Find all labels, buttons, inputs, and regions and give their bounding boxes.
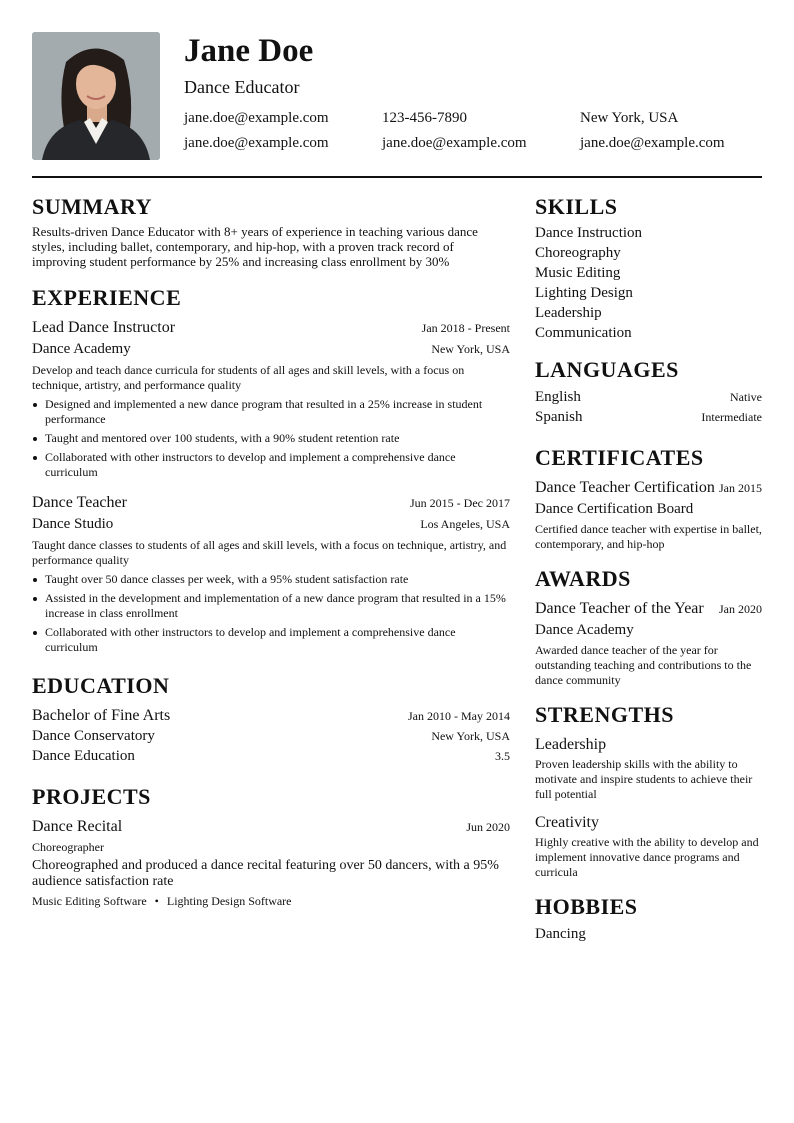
- skill-item: Choreography: [535, 245, 621, 261]
- strength-name: Leadership: [535, 736, 607, 753]
- list-item: Taught over 50 dance classes per week, with a 95% student satisfaction rate: [32, 572, 510, 587]
- project-description: Choreographed and produced a dance recital featuring over 50 dancers, with a 95% audience satisfaction rate: [32, 858, 499, 889]
- hobbies-section: [535, 894, 762, 944]
- contact-email[interactable]: jane.doe@example.com: [580, 135, 725, 151]
- school-name: Dance Conservatory: [32, 728, 155, 744]
- candidate-title: Dance Educator: [184, 77, 300, 97]
- portrait-icon: [32, 32, 160, 160]
- section-heading: EDUCATION: [32, 673, 170, 698]
- separator-dot: •: [154, 894, 159, 908]
- awards-section: [535, 566, 762, 688]
- tool-tag: Music Editing Software: [32, 894, 147, 908]
- award-date: Jan 2020: [719, 602, 762, 616]
- summary-text: Results-driven Dance Educator with 8+ years of experience in teaching various dance styles, including ballet, contemporary, and hip-hop, with a proven track record of improving student performance by 25% and increasing class enrollment by 30%: [32, 224, 478, 269]
- profile-photo: [32, 32, 160, 160]
- contact-email[interactable]: jane.doe@example.com: [184, 135, 329, 151]
- job-dates: Jun 2015 - Dec 2017: [410, 496, 510, 510]
- projects-section: [32, 784, 510, 909]
- job-company: Dance Academy: [32, 341, 131, 357]
- project-date: Jun 2020: [466, 820, 510, 834]
- education-dates: Jan 2010 - May 2014: [408, 709, 510, 723]
- resume-header: [32, 32, 762, 160]
- award-issuer: Dance Academy: [535, 622, 634, 638]
- skills-section: [535, 194, 762, 343]
- section-heading: SKILLS: [535, 194, 618, 219]
- contact-phone[interactable]: 123-456-7890: [382, 110, 467, 126]
- experience-entry: [32, 317, 510, 480]
- list-item: Collaborated with other instructors to develop and implement a comprehensive dance curriculum: [32, 625, 510, 655]
- experience-section: [32, 285, 510, 655]
- strength-description: Proven leadership skills with the ability to motivate and inspire students to achieve their full potential: [535, 757, 753, 801]
- language-level: Intermediate: [701, 410, 762, 424]
- language-level: Native: [730, 390, 762, 404]
- strength-name: Creativity: [535, 814, 599, 831]
- hobby-item: Dancing: [535, 926, 586, 942]
- candidate-name: Jane Doe: [184, 33, 314, 69]
- job-dates: Jan 2018 - Present: [421, 321, 510, 335]
- skill-item: Dance Instruction: [535, 225, 643, 241]
- job-description: Taught dance classes to students of all ages and skill levels, with a focus on technique, artistry, and performance quality: [32, 538, 507, 567]
- job-description: Develop and teach dance curricula for students of all ages and skill levels, with a focus on technique, artistry, and performance quality: [32, 363, 465, 392]
- job-role: Lead Dance Instructor: [32, 319, 176, 336]
- language-name: Spanish: [535, 409, 583, 425]
- certificate-issuer: Dance Certification Board: [535, 501, 694, 517]
- header-info: [184, 32, 762, 160]
- contact-grid: [184, 108, 762, 153]
- project-tools: [32, 894, 510, 909]
- contact-email[interactable]: jane.doe@example.com: [382, 135, 527, 151]
- right-column: [535, 194, 762, 960]
- skill-item: Communication: [535, 325, 632, 341]
- list-item: Designed and implemented a new dance program that resulted in a 25% increase in student performance: [32, 397, 510, 427]
- section-heading: PROJECTS: [32, 784, 151, 809]
- job-location: New York, USA: [431, 342, 510, 356]
- experience-entry: [32, 492, 510, 655]
- list-item: Taught and mentored over 100 students, with a 90% student retention rate: [32, 431, 510, 446]
- degree-name: Bachelor of Fine Arts: [32, 707, 171, 724]
- job-role: Dance Teacher: [32, 494, 127, 511]
- certificates-section: [535, 445, 762, 552]
- section-heading: EXPERIENCE: [32, 285, 182, 310]
- header-divider: [32, 176, 762, 178]
- project-role: Choreographer: [32, 840, 104, 854]
- section-heading: CERTIFICATES: [535, 445, 704, 470]
- tool-tag: Lighting Design Software: [166, 894, 292, 908]
- section-heading: SUMMARY: [32, 194, 153, 219]
- gpa-value: 3.5: [495, 749, 510, 763]
- award-name: Dance Teacher of the Year: [535, 600, 704, 617]
- contact-email[interactable]: jane.doe@example.com: [184, 110, 329, 126]
- left-column: [32, 194, 510, 960]
- section-heading: LANGUAGES: [535, 357, 679, 382]
- certificate-date: Jan 2015: [719, 481, 762, 495]
- job-location: Los Angeles, USA: [420, 517, 510, 531]
- contact-location: New York, USA: [580, 110, 679, 126]
- job-bullets: [32, 572, 510, 655]
- school-location: New York, USA: [431, 729, 510, 743]
- education-section: [32, 673, 510, 766]
- strengths-section: [535, 702, 762, 880]
- project-name: Dance Recital: [32, 818, 123, 835]
- certificate-description: Certified dance teacher with expertise in ballet, contemporary, and hip-hop: [535, 522, 762, 551]
- skill-item: Leadership: [535, 305, 602, 321]
- certificate-name: Dance Teacher Certification: [535, 479, 715, 496]
- list-item: Assisted in the development and implementation of a new dance program that resulted in a 15% increase in class enrollment: [32, 591, 510, 621]
- resume-body: [32, 194, 762, 960]
- field-of-study: Dance Education: [32, 748, 135, 764]
- skill-item: Lighting Design: [535, 285, 633, 301]
- section-heading: STRENGTHS: [535, 702, 674, 727]
- award-description: Awarded dance teacher of the year for outstanding teaching and contributions to the dance community: [535, 643, 752, 687]
- language-name: English: [535, 389, 581, 405]
- summary-section: [32, 194, 510, 269]
- job-bullets: [32, 397, 510, 480]
- job-company: Dance Studio: [32, 516, 114, 532]
- languages-section: [535, 357, 762, 427]
- resume-page: [32, 32, 762, 942]
- strength-description: Highly creative with the ability to develop and implement innovative dance programs and curricula: [535, 835, 759, 879]
- section-heading: AWARDS: [535, 566, 631, 591]
- section-heading: HOBBIES: [535, 894, 638, 919]
- list-item: Collaborated with other instructors to develop and implement a comprehensive dance curriculum: [32, 450, 510, 480]
- skill-item: Music Editing: [535, 265, 621, 281]
